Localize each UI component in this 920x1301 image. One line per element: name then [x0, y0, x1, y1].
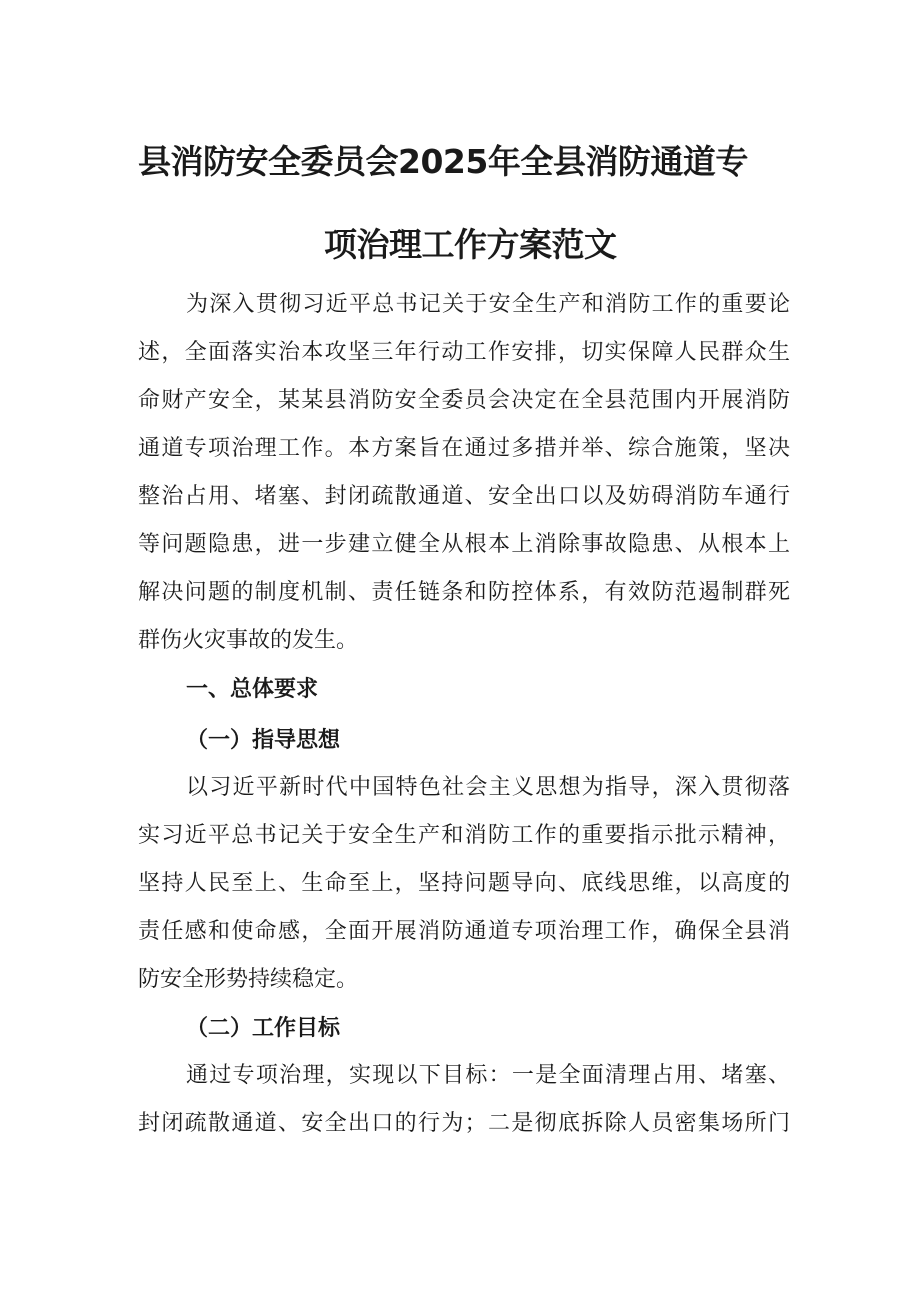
guiding-ideology-line: 坚持人民至上、生命至上，坚持问题导向、底线思维，以高度的 [138, 871, 790, 896]
work-goals-line: 封闭疏散通道、安全出口的行为；二是彻底拆除人员密集场所门 [138, 1111, 790, 1136]
intro-paragraph-line: 解决问题的制度机制、责任链条和防控体系，有效防范遏制群死 [138, 580, 790, 605]
intro-paragraph-line: 等问题隐患，进一步建立健全从根本上消除事故隐患、从根本上 [138, 532, 790, 557]
guiding-ideology-line: 实习近平总书记关于安全生产和消防工作的重要指示批示精神， [138, 823, 790, 848]
guiding-ideology-line: 以习近平新时代中国特色社会主义思想为指导，深入贯彻落 [186, 775, 790, 800]
guiding-ideology-line: 责任感和使命感，全面开展消防通道专项治理工作，确保全县消 [138, 919, 790, 944]
document-title-line-2: 项治理工作方案范文 [324, 225, 617, 264]
guiding-ideology-line: 防安全形势持续稳定。 [138, 967, 359, 992]
intro-paragraph-line: 命财产安全，某某县消防安全委员会决定在全县范围内开展消防 [138, 388, 790, 413]
document-title-line-1: 县消防安全委员会2025年全县消防通道专 [138, 142, 748, 181]
intro-paragraph-line: 述，全面落实治本攻坚三年行动工作安排，切实保障人民群众生 [138, 340, 790, 365]
subsection-heading-guiding-ideology: （一）指导思想 [186, 727, 341, 753]
intro-paragraph-line: 群伤火灾事故的发生。 [138, 628, 359, 653]
section-heading-general-requirements: 一、总体要求 [186, 677, 319, 702]
intro-paragraph-line: 为深入贯彻习近平总书记关于安全生产和消防工作的重要论 [186, 292, 790, 317]
subsection-heading-work-goals: （二）工作目标 [186, 1015, 341, 1041]
intro-paragraph-line: 通道专项治理工作。本方案旨在通过多措并举、综合施策，坚决 [138, 436, 790, 461]
work-goals-line: 通过专项治理，实现以下目标：一是全面清理占用、堵塞、 [186, 1063, 790, 1088]
intro-paragraph-line: 整治占用、堵塞、封闭疏散通道、安全出口以及妨碍消防车通行 [138, 484, 790, 509]
